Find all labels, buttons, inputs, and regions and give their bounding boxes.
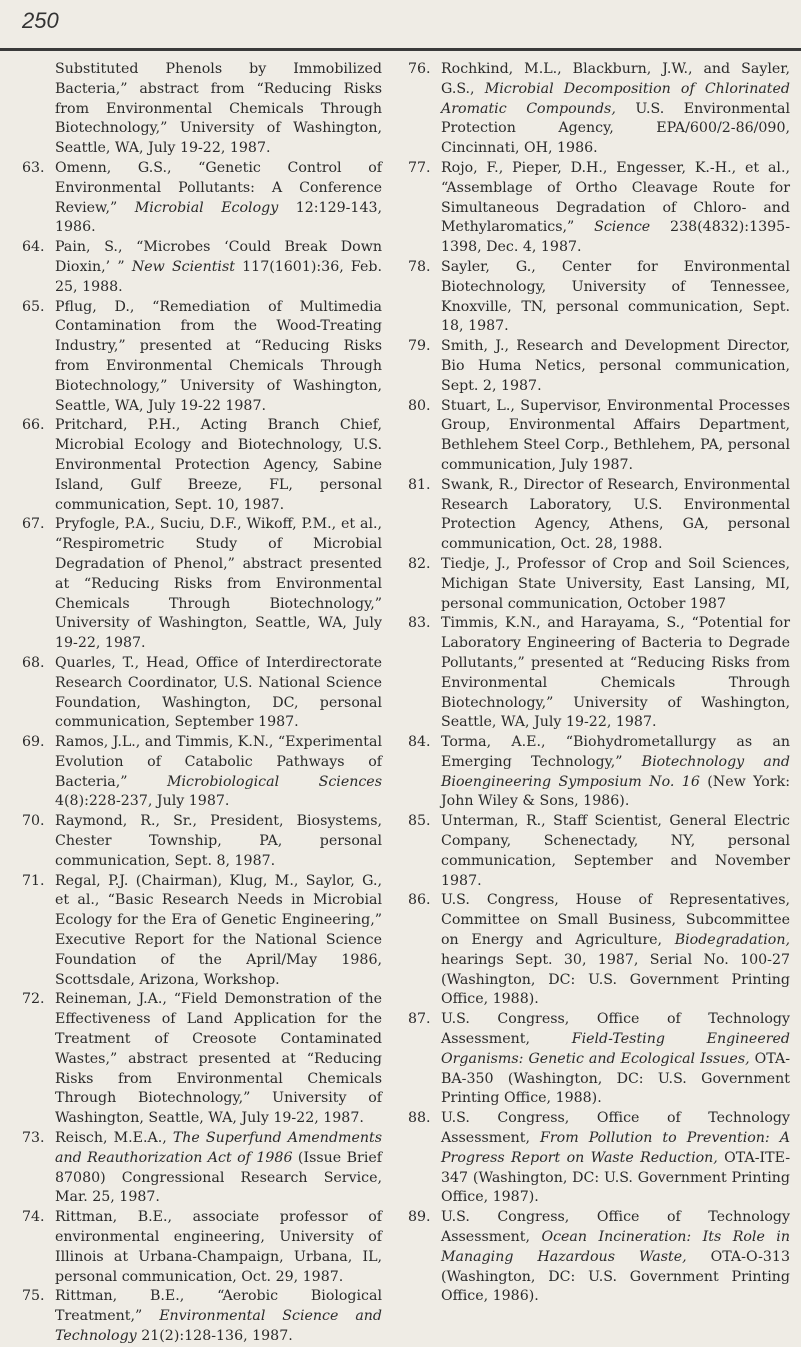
reference-number: 88. bbox=[408, 1110, 431, 1127]
reference-entry bbox=[22, 298, 382, 417]
reference-number: 67. bbox=[22, 516, 45, 533]
italic-title: New Scientist bbox=[131, 258, 235, 275]
reference-entry bbox=[408, 812, 790, 891]
reference-number: 87. bbox=[408, 1011, 431, 1028]
reference-text bbox=[55, 872, 382, 991]
reference-entry bbox=[22, 238, 382, 297]
page-number: 250 bbox=[22, 8, 59, 33]
reference-number: 71. bbox=[22, 872, 45, 889]
italic-title: Field-Testing Engineered Organisms: Genetic and Ecological Issues, bbox=[441, 1031, 790, 1067]
left-column bbox=[22, 60, 382, 1347]
reference-segment: U.S. Environmental Protection Agency, EPA/600/2-86/090, Cincinnati, OH, 1986. bbox=[441, 100, 790, 157]
reference-segment: U.S. Congress, Office of Technology Assessment, bbox=[441, 1110, 790, 1147]
reference-number: 65. bbox=[22, 298, 45, 315]
reference-number: 68. bbox=[22, 654, 45, 671]
reference-segment: (Issue Brief 87080) Congressional Research Service, Mar. 25, 1987. bbox=[55, 1149, 383, 1206]
reference-text bbox=[55, 812, 382, 871]
reference-text bbox=[55, 238, 382, 297]
reference-text bbox=[441, 476, 790, 555]
reference-number: 72. bbox=[22, 991, 45, 1008]
reference-text bbox=[441, 812, 790, 891]
reference-text bbox=[441, 891, 790, 1010]
reference-segment: Swank, R., Director of Research, Environmental Research Laboratory, U.S. Environmental Protection Agency, Athens, GA, personal communication, Oct. 28, 1988. bbox=[441, 476, 790, 553]
reference-segment: Timmis, K.N., and Harayama, S., “Potential for Laboratory Engineering of Bacteria to Degrade Pollutants,” presented at “Reducing Risks from Environmental Chemicals Through Biotechnology,” University of Washington, Seattle, WA, July 19-22, 1987. bbox=[441, 615, 790, 731]
reference-text bbox=[441, 337, 790, 396]
reference-number: 74. bbox=[22, 1209, 45, 1226]
reference-segment: Omenn, G.S., “Genetic Control of Environmental Pollutants: A Conference Review,” bbox=[55, 159, 382, 216]
reference-text bbox=[441, 258, 790, 337]
reference-number: 82. bbox=[408, 555, 431, 572]
reference-segment: 238(4832):1395-1398, Dec. 4, 1987. bbox=[441, 219, 790, 256]
reference-entry bbox=[408, 1208, 790, 1307]
reference-text bbox=[55, 1208, 382, 1287]
left-reference-list bbox=[22, 159, 382, 1347]
right-reference-list bbox=[408, 60, 790, 1307]
reference-segment: Pain, S., “Microbes ‘Could Break Down Dioxin,’ ” bbox=[55, 239, 382, 275]
reference-segment: Pflug, D., “Remediation of Multimedia Contamination from the Wood-Treating Industry,” presented at “Reducing Risks from Environmental Chemicals Through Biotechnology,” University of Washington, Seattle, WA, July 19-22 1987. bbox=[55, 298, 382, 414]
reference-segment: 117(1601):36, Feb. 25, 1988. bbox=[55, 258, 382, 295]
reference-segment: 12:129-143, 1986. bbox=[55, 199, 383, 236]
reference-entry bbox=[408, 159, 790, 258]
reference-text bbox=[441, 397, 790, 476]
reference-segment: Rojo, F., Pieper, D.H., Engesser, K.-H., et al., “Assemblage of Ortho Cleavage Route for Simultaneous Degradation of Chloro- and Methylaromatics,” bbox=[441, 159, 790, 236]
reference-text bbox=[441, 614, 790, 733]
reference-text bbox=[441, 733, 790, 812]
reference-text bbox=[441, 555, 790, 614]
reference-number: 73. bbox=[22, 1130, 45, 1147]
italic-title: Biodegradation, bbox=[674, 932, 790, 949]
reference-number: 83. bbox=[408, 615, 431, 632]
italic-title: Biotechnology and Bioengineering Symposium No. 16 bbox=[441, 753, 790, 790]
reference-number: 70. bbox=[22, 813, 45, 830]
reference-entry bbox=[408, 733, 790, 812]
reference-text: Substituted Phenols by Immobilized Bacteria,” abstract from “Reducing Risks from Environmental Chemicals Through Biotechnology,” University of Washington, Seattle, WA, July 19-22, 1987. bbox=[55, 61, 382, 157]
reference-segment: Reisch, M.E.A., bbox=[55, 1130, 173, 1147]
reference-text bbox=[441, 1010, 790, 1109]
reference-text bbox=[55, 1129, 382, 1208]
reference-number: 78. bbox=[408, 258, 431, 275]
reference-segment: Pryfogle, P.A., Suciu, D.F., Wikoff, P.M., et al., “Respirometric Study of Microbial Degradation of Phenol,” abstract presented at “Reducing Risks from Environmental Chemicals Through Biotechnology,” University of Washington, Seattle, WA, July 19-22, 1987. bbox=[55, 516, 382, 652]
reference-segment: Tiedje, J., Professor of Crop and Soil Sciences, Michigan State University, East Lansing, MI, personal communication, October 1987 bbox=[441, 555, 790, 612]
reference-text bbox=[55, 159, 382, 238]
reference-segment: (New York: John Wiley & Sons, 1986). bbox=[441, 773, 791, 810]
reference-text bbox=[441, 1109, 790, 1208]
reference-segment: Sayler, G., Center for Environmental Biotechnology, University of Tennessee, Knoxville, TN, personal communication, Sept. 18, 1987. bbox=[441, 258, 790, 335]
reference-segment: Stuart, L., Supervisor, Environmental Processes Group, Environmental Affairs Department, Bethlehem Steel Corp., Bethlehem, PA, personal communication, July 1987. bbox=[441, 397, 790, 473]
reference-text bbox=[441, 1208, 790, 1307]
reference-entry bbox=[408, 397, 790, 476]
reference-text bbox=[55, 416, 382, 515]
reference-segment: Smith, J., Research and Development Director, Bio Huma Netics, personal communication, Sept. 2, 1987. bbox=[441, 338, 790, 394]
reference-entry bbox=[22, 733, 382, 812]
reference-segment: Rittman, B.E., “Aerobic Biological Treatment,” bbox=[55, 1288, 382, 1325]
reference-text bbox=[55, 733, 382, 812]
reference-segment: U.S. Congress, Office of Technology Assessment, bbox=[441, 1209, 790, 1246]
reference-text bbox=[55, 1287, 382, 1346]
reference-segment: U.S. Congress, Office of Technology Assessment, bbox=[441, 1011, 790, 1048]
reference-segment: OTA-ITE-347 (Washington, DC: U.S. Government Printing Office, 1987). bbox=[441, 1149, 790, 1206]
reference-text bbox=[55, 654, 382, 733]
reference-segment: Unterman, R., Staff Scientist, General Electric Company, Schenectady, NY, personal communication, September and November 1987. bbox=[441, 813, 790, 889]
reference-entry bbox=[408, 258, 790, 337]
reference-segment: Quarles, T., Head, Office of Interdirectorate Research Coordinator, U.S. National Science Foundation, Washington, DC, personal communication, September 1987. bbox=[55, 654, 382, 731]
reference-entry bbox=[408, 1109, 790, 1208]
reference-segment: Rittman, B.E., associate professor of environmental engineering, University of Illinois at Urbana-Champaign, Urbana, IL, personal communication, Oct. 29, 1987. bbox=[55, 1209, 382, 1285]
reference-number: 63. bbox=[22, 159, 45, 176]
reference-number: 86. bbox=[408, 892, 431, 909]
reference-text bbox=[55, 298, 382, 417]
reference-entry bbox=[22, 159, 382, 238]
continued-reference bbox=[22, 60, 382, 159]
italic-title: Environmental Science and Technology bbox=[55, 1308, 382, 1344]
reference-number: 76. bbox=[408, 61, 431, 77]
header-rule bbox=[0, 48, 801, 51]
italic-title: Microbiological Sciences bbox=[166, 773, 382, 790]
reference-number: 79. bbox=[408, 338, 431, 355]
reference-number: 69. bbox=[22, 734, 45, 751]
reference-text bbox=[441, 159, 790, 258]
reference-entry bbox=[408, 476, 790, 555]
reference-segment: hearings Sept. 30, 1987, Serial No. 100-27 (Washington, DC: U.S. Government Printing Office, 1988). bbox=[441, 951, 790, 1008]
italic-title: Microbial Decomposition of Chlorinated Aromatic Compounds, bbox=[441, 80, 790, 117]
reference-entry bbox=[22, 812, 382, 871]
reference-entry bbox=[22, 1208, 382, 1287]
reference-segment: Raymond, R., Sr., President, Biosystems, Chester Township, PA, personal communication, Sept. 8, 1987. bbox=[55, 813, 382, 869]
reference-segment: U.S. Congress, House of Representatives, Committee on Small Business, Subcommittee on Energy and Agriculture, bbox=[441, 892, 790, 949]
reference-entry bbox=[408, 60, 790, 159]
reference-segment: Ramos, J.L., and Timmis, K.N., “Experimental Evolution of Catabolic Pathways of Bacteria,” bbox=[55, 734, 382, 790]
reference-number: 89. bbox=[408, 1209, 431, 1226]
italic-title: Ocean Incineration: Its Role in Managing Hazardous Waste, bbox=[441, 1229, 790, 1265]
italic-title: From Pollution to Prevention: A Progress Report on Waste Reduction, bbox=[441, 1130, 790, 1166]
reference-number: 66. bbox=[22, 417, 45, 434]
italic-title: The Superfund Amendments and Reauthorization Act of 1986 bbox=[55, 1130, 382, 1166]
reference-entry bbox=[408, 614, 790, 733]
reference-entry bbox=[22, 416, 382, 515]
reference-entry bbox=[22, 872, 382, 991]
right-column bbox=[408, 60, 790, 1307]
reference-entry bbox=[22, 515, 382, 654]
reference-entry bbox=[22, 1287, 382, 1346]
reference-entry bbox=[408, 891, 790, 1010]
reference-number: 85. bbox=[408, 813, 431, 830]
reference-number: 80. bbox=[408, 397, 431, 414]
reference-entry bbox=[408, 555, 790, 614]
reference-number: 81. bbox=[408, 476, 431, 493]
reference-entry bbox=[22, 654, 382, 733]
reference-segment: 21(2):128-136, 1987. bbox=[136, 1328, 293, 1344]
reference-number: 75. bbox=[22, 1288, 45, 1305]
italic-title: Science bbox=[594, 219, 651, 236]
reference-entry bbox=[22, 990, 382, 1129]
reference-number: 77. bbox=[408, 159, 431, 176]
reference-segment: OTA-BA-350 (Washington, DC: U.S. Government Printing Office, 1988). bbox=[441, 1050, 791, 1107]
reference-number: 84. bbox=[408, 734, 431, 751]
reference-segment: 4(8):228-237, July 1987. bbox=[55, 793, 230, 810]
reference-segment: Regal, P.J. (Chairman), Klug, M., Saylor, G., et al., “Basic Research Needs in Microbial Ecology for the Era of Genetic Engineering,” Executive Report for the National Science Foundation of the April/May 1986, Scottsdale, Arizona, Workshop. bbox=[55, 872, 382, 988]
reference-text bbox=[441, 60, 790, 159]
italic-title: Microbial Ecology bbox=[134, 199, 279, 216]
reference-entry bbox=[408, 1010, 790, 1109]
reference-entry bbox=[22, 1129, 382, 1208]
reference-number: 64. bbox=[22, 239, 45, 256]
reference-segment: Pritchard, P.H., Acting Branch Chief, Microbial Ecology and Biotechnology, U.S. Environmental Protection Agency, Sabine Island, Gulf Breeze, FL, personal communication, Sept. 10, 1987. bbox=[55, 417, 382, 513]
reference-segment: Rochkind, M.L., Blackburn, J.W., and Sayler, G.S., bbox=[441, 61, 790, 97]
reference-segment: OTA-O-313 (Washington, DC: U.S. Government Printing Office, 1986). bbox=[441, 1248, 790, 1305]
reference-text bbox=[55, 990, 382, 1129]
reference-segment: Torma, A.E., “Biohydrometallurgy as an Emerging Technology,” bbox=[441, 734, 790, 770]
reference-segment: Reineman, J.A., “Field Demonstration of the Effectiveness of Land Application for the Treatment of Creosote Contaminated Wastes,” abstract presented at “Reducing Risks from Environmental Chemicals Through Biotechnology,” University of Washington, Seattle, WA, July 19-22, 1987. bbox=[55, 991, 382, 1127]
reference-entry bbox=[408, 337, 790, 396]
reference-text bbox=[55, 515, 382, 654]
